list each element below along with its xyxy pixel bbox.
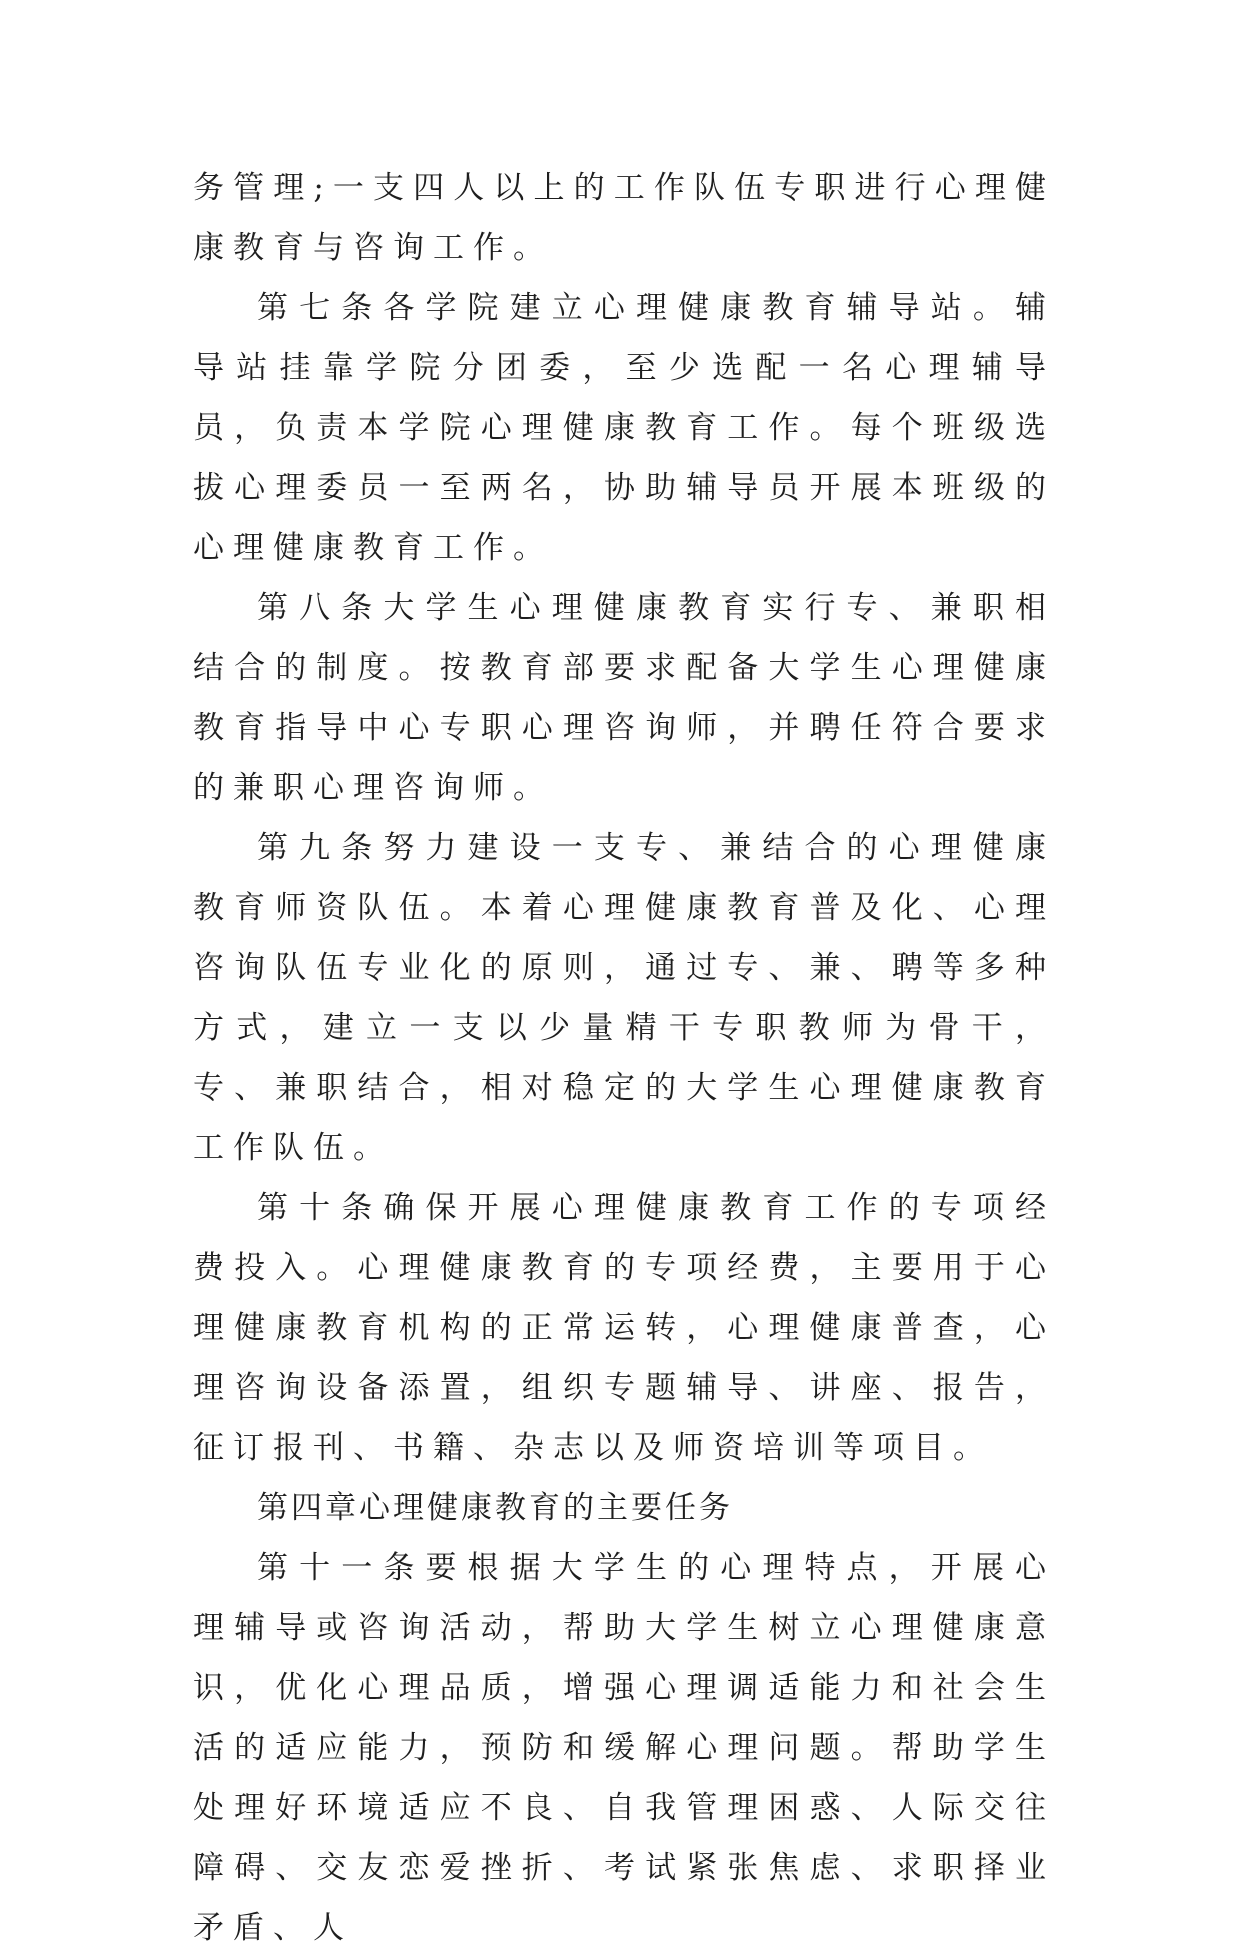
paragraph-article-7: 第七条各学院建立心理健康教育辅导站。辅导站挂靠学院分团委，至少选配一名心理辅导员，负责本学院心理健康教育工作。每个班级选拔心理委员一至两名，协助辅导员开展本班级的心理健康教育工作。 — [193, 290, 1055, 566]
paragraph-continuation: 务管理;一支四人以上的工作队伍专职进行心理健康教育与咨询工作。 — [193, 170, 1055, 266]
document-body — [193, 158, 1055, 1958]
paragraph-article-10: 第十条确保开展心理健康教育工作的专项经费投入。心理健康教育的专项经费，主要用于心理健康教育机构的正常运转，心理健康普查，心理咨询设备添置，组织专题辅导、讲座、报告，征订报刊、书籍、杂志以及师资培训等项目。 — [193, 1190, 1055, 1466]
chapter-heading: 第四章心理健康教育的主要任务 — [257, 1490, 733, 1526]
paragraph-article-11: 第十一条要根据大学生的心理特点，开展心理辅导或咨询活动，帮助大学生树立心理健康意识，优化心理品质，增强心理调适能力和社会生活的适应能力，预防和缓解心理问题。帮助学生处理好环境适应不良、自我管理困惑、人际交往障碍、交友恋爱挫折、考试紧张焦虑、求职择业矛盾、人 — [193, 1550, 1055, 1946]
paragraph-article-9: 第九条努力建设一支专、兼结合的心理健康教育师资队伍。本着心理健康教育普及化、心理咨询队伍专业化的原则，通过专、兼、聘等多种方式，建立一支以少量精干专职教师为骨干，专、兼职结合，相对稳定的大学生心理健康教育工作队伍。 — [193, 830, 1055, 1166]
paragraph-article-8: 第八条大学生心理健康教育实行专、兼职相结合的制度。按教育部要求配备大学生心理健康教育指导中心专职心理咨询师，并聘任符合要求的兼职心理咨询师。 — [193, 590, 1055, 806]
